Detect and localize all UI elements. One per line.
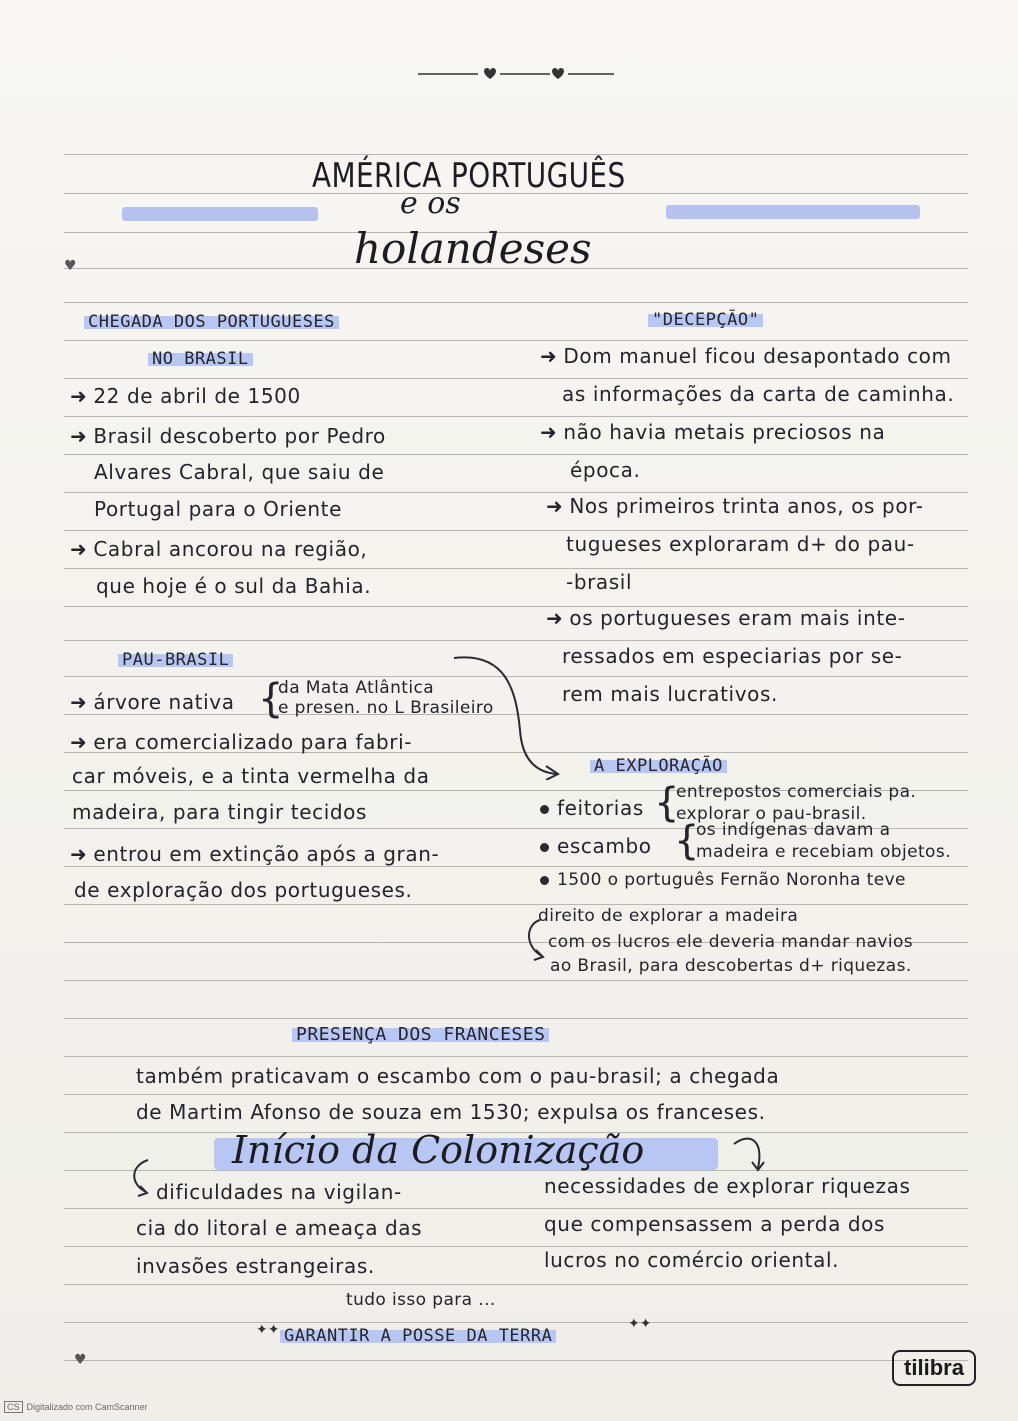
hook-arrow-icon (520, 916, 550, 966)
ruled-line (64, 1284, 968, 1285)
ruled-line (64, 1246, 968, 1247)
list-item: ➜ Nos primeiros trinta anos, os por- (546, 494, 924, 518)
bullet-icon (540, 805, 549, 814)
text-line: invasões estrangeiras. (136, 1254, 375, 1278)
text-line: lucros no comércio oriental. (544, 1248, 840, 1272)
text-line: os indígenas davam a (696, 820, 891, 840)
arrow-right-icon: ➜ (540, 344, 558, 368)
text-line: direito de explorar a madeira (538, 906, 799, 926)
text-line: época. (570, 458, 641, 482)
camscanner-icon: CS (4, 1401, 23, 1413)
ruled-line (64, 904, 968, 905)
arrow-right-icon: ➜ (70, 424, 88, 448)
heading-decepcao: "DECEPÇÃO" (648, 310, 763, 330)
ruled-line (64, 1018, 968, 1019)
text-line: Portugal para o Oriente (94, 497, 343, 521)
list-item: ➜ os portugueses eram mais inte- (546, 606, 906, 630)
sparkle-icon: ✦✦ (256, 1322, 280, 1338)
ruled-line (64, 1056, 968, 1057)
heading-exploracao: A EXPLORAÇÃO (590, 756, 727, 776)
list-item: ➜ entrou em extinção após a gran- (70, 842, 440, 866)
tilibra-logo: tilibra (892, 1350, 976, 1386)
list-item: ➜ árvore nativa (70, 690, 235, 714)
text-line: car móveis, e a tinta vermelha da (72, 764, 430, 788)
heart-icon: ♥ (74, 1352, 87, 1368)
curved-arrow-right-icon (730, 1132, 770, 1176)
ruled-line (64, 1360, 968, 1361)
top-heart-ornament (418, 66, 618, 82)
text-line: que compensassem a perda dos (544, 1212, 886, 1236)
arrow-right-icon: ➜ (70, 384, 88, 408)
bullet-icon (540, 876, 549, 885)
text-line: rem mais lucrativos. (562, 682, 778, 706)
ruled-line (64, 530, 968, 531)
heading-colonizacao: Início da Colonização (232, 1128, 645, 1172)
text-line: cia do litoral e ameaça das (136, 1216, 423, 1240)
list-item: ➜ Dom manuel ficou desapontado com (540, 344, 952, 368)
ruled-line (64, 1208, 968, 1209)
ruled-line (64, 568, 968, 569)
ruled-line (64, 340, 968, 341)
text-line: Alvares Cabral, que saiu de (94, 460, 385, 484)
heart-icon: ♥ (64, 258, 77, 274)
list-item: ➜ Brasil descoberto por Pedro (70, 424, 386, 448)
text-line: com os lucros ele deveria mandar navios (548, 932, 914, 952)
heading-pau-brasil: PAU-BRASIL (118, 650, 233, 670)
brace-icon: { (258, 676, 284, 722)
final-statement: GARANTIR A POSSE DA TERRA (280, 1326, 556, 1346)
text-line: tudo isso para ... (346, 1290, 496, 1310)
title-subtitle: holandeses (354, 224, 592, 273)
list-item: escambo (540, 834, 652, 858)
curved-arrow-icon (446, 650, 566, 780)
list-item: ➜ 22 de abril de 1500 (70, 384, 301, 408)
text-line: de exploração dos portugueses. (74, 878, 413, 902)
text-line: tugueses exploraram d+ do pau- (566, 532, 915, 556)
heading-chegada: CHEGADA DOS PORTUGUESES (84, 312, 339, 332)
ruled-line (64, 154, 968, 155)
arrow-right-icon: ➜ (70, 730, 88, 754)
heading-franceses: PRESENÇA DOS FRANCESES (292, 1024, 549, 1045)
text-line: entrepostos comerciais pa. (676, 782, 917, 802)
brace-icon: { (674, 818, 700, 864)
title-highlight-left (122, 207, 318, 221)
list-item: ➜ era comercializado para fabri- (70, 730, 413, 754)
text-line: ressados em especiarias por se- (562, 644, 903, 668)
list-item: 1500 o português Fernão Noronha teve (540, 870, 906, 890)
text-line: explorar o pau-brasil. (676, 804, 867, 824)
arrow-right-icon: ➜ (70, 537, 88, 561)
text-line: madeira, para tingir tecidos (72, 800, 368, 824)
text-line: e presen. no L Brasileiro (278, 698, 494, 718)
ruled-line (64, 416, 968, 417)
ruled-line (64, 378, 968, 379)
text-line: dificuldades na vigilan- (156, 1180, 402, 1204)
page-title: AMÉRICA PORTUGUÊS (312, 156, 626, 196)
title-highlight-right (666, 205, 920, 219)
text-line: ao Brasil, para descobertas d+ riquezas. (550, 956, 912, 976)
arrow-right-icon: ➜ (546, 606, 564, 630)
title-connector: e os (400, 186, 461, 221)
text-line: também praticavam o escambo com o pau-brasil; a chegada (136, 1064, 780, 1088)
heading-no-brasil: NO BRASIL (148, 349, 253, 369)
ruled-line (64, 980, 968, 981)
list-item: ➜ Cabral ancorou na região, (70, 537, 368, 561)
text-line: -brasil (566, 570, 633, 594)
ruled-line (64, 492, 968, 493)
text-line: da Mata Atlântica (278, 678, 435, 698)
text-line: madeira e recebiam objetos. (696, 842, 951, 862)
scanner-footer: CS Digitalizado com CamScanner (4, 1402, 148, 1412)
text-line: de Martim Afonso de souza em 1530; expulsa os franceses. (136, 1100, 766, 1124)
ruled-line (64, 302, 968, 303)
curved-arrow-left-icon (126, 1156, 156, 1206)
arrow-right-icon: ➜ (540, 420, 558, 444)
ruled-line (64, 640, 968, 641)
text-line: necessidades de explorar riquezas (544, 1174, 911, 1198)
bullet-icon (540, 843, 549, 852)
arrow-right-icon: ➜ (546, 494, 564, 518)
text-line: que hoje é o sul da Bahia. (96, 574, 372, 598)
ruled-line (64, 1322, 968, 1323)
ruled-line (64, 454, 968, 455)
arrow-right-icon: ➜ (70, 690, 88, 714)
list-item: feitorias (540, 796, 644, 820)
ruled-line (64, 1094, 968, 1095)
text-line: as informações da carta de caminha. (562, 382, 955, 406)
brace-icon: { (654, 780, 680, 826)
ruled-line (64, 866, 968, 867)
list-item: ➜ não havia metais preciosos na (540, 420, 886, 444)
sparkle-icon: ✦✦ (628, 1316, 652, 1332)
arrow-right-icon: ➜ (70, 842, 88, 866)
